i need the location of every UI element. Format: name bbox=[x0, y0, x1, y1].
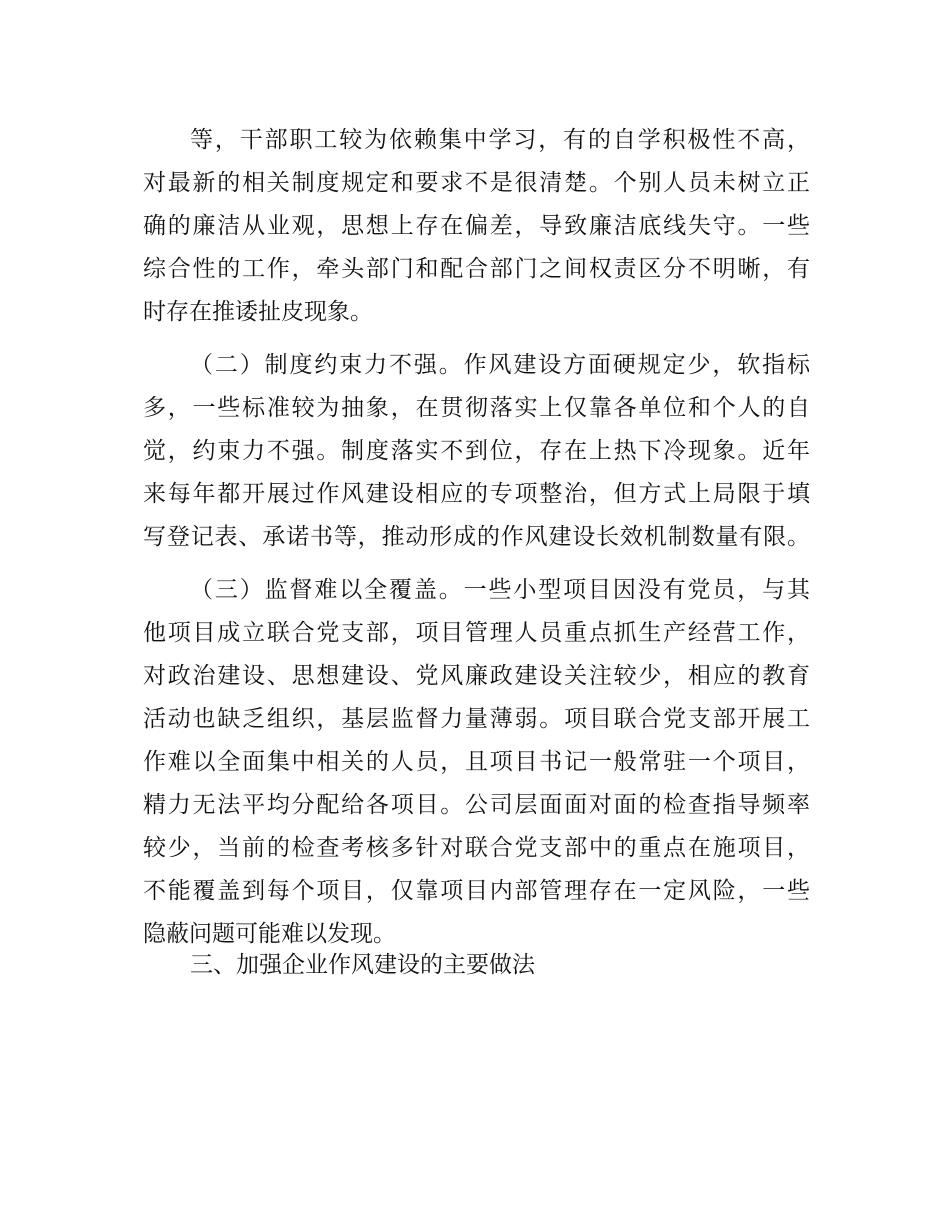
text-line: 觉，约束力不强。制度落实不到位，存在上热下冷现象。近年 bbox=[143, 438, 810, 464]
text-line: 时存在推诿扯皮现象。 bbox=[143, 299, 373, 325]
text-line: 确的廉洁从业观，思想上存在偏差，导致廉洁底线失守。一些 bbox=[143, 213, 810, 239]
text-line: 对最新的相关制度规定和要求不是很清楚。个别人员未树立正 bbox=[143, 170, 810, 196]
text-line: （二）制度约束力不强。作风建设方面硬规定少，软指标 bbox=[190, 352, 810, 378]
text-line: 来每年都开展过作风建设相应的专项整治，但方式上局限于填 bbox=[143, 481, 810, 507]
text-line: 精力无法平均分配给各项目。公司层面面对面的检查指导频率 bbox=[143, 792, 810, 818]
text-line: 不能覆盖到每个项目，仅靠项目内部管理存在一定风险，一些 bbox=[143, 878, 810, 904]
text-line: 作难以全面集中相关的人员，且项目书记一般常驻一个项目， bbox=[143, 749, 810, 775]
text-line: 较少，当前的检查考核多针对联合党支部中的重点在施项目， bbox=[143, 835, 810, 861]
text-line: 等，干部职工较为依赖集中学习，有的自学积极性不高， bbox=[190, 127, 810, 153]
text-line: 综合性的工作，牵头部门和配合部门之间权责区分不明晰，有 bbox=[143, 256, 810, 282]
text-line: 他项目成立联合党支部，项目管理人员重点抓生产经营工作， bbox=[143, 620, 810, 646]
text-line: 活动也缺乏组织，基层监督力量薄弱。项目联合党支部开展工 bbox=[143, 706, 810, 732]
text-line: 对政治建设、思想建设、党风廉政建设关注较少，相应的教育 bbox=[143, 663, 810, 689]
text-line: 多，一些标准较为抽象，在贯彻落实上仅靠各单位和个人的自 bbox=[143, 395, 810, 421]
text-line: （三）监督难以全覆盖。一些小型项目因没有党员，与其 bbox=[190, 577, 810, 603]
section-heading: 三、加强企业作风建设的主要做法 bbox=[190, 952, 535, 978]
text-line: 写登记表、承诺书等，推动形成的作风建设长效机制数量有限。 bbox=[143, 524, 810, 550]
text-line: 隐蔽问题可能难以发现。 bbox=[143, 921, 396, 947]
